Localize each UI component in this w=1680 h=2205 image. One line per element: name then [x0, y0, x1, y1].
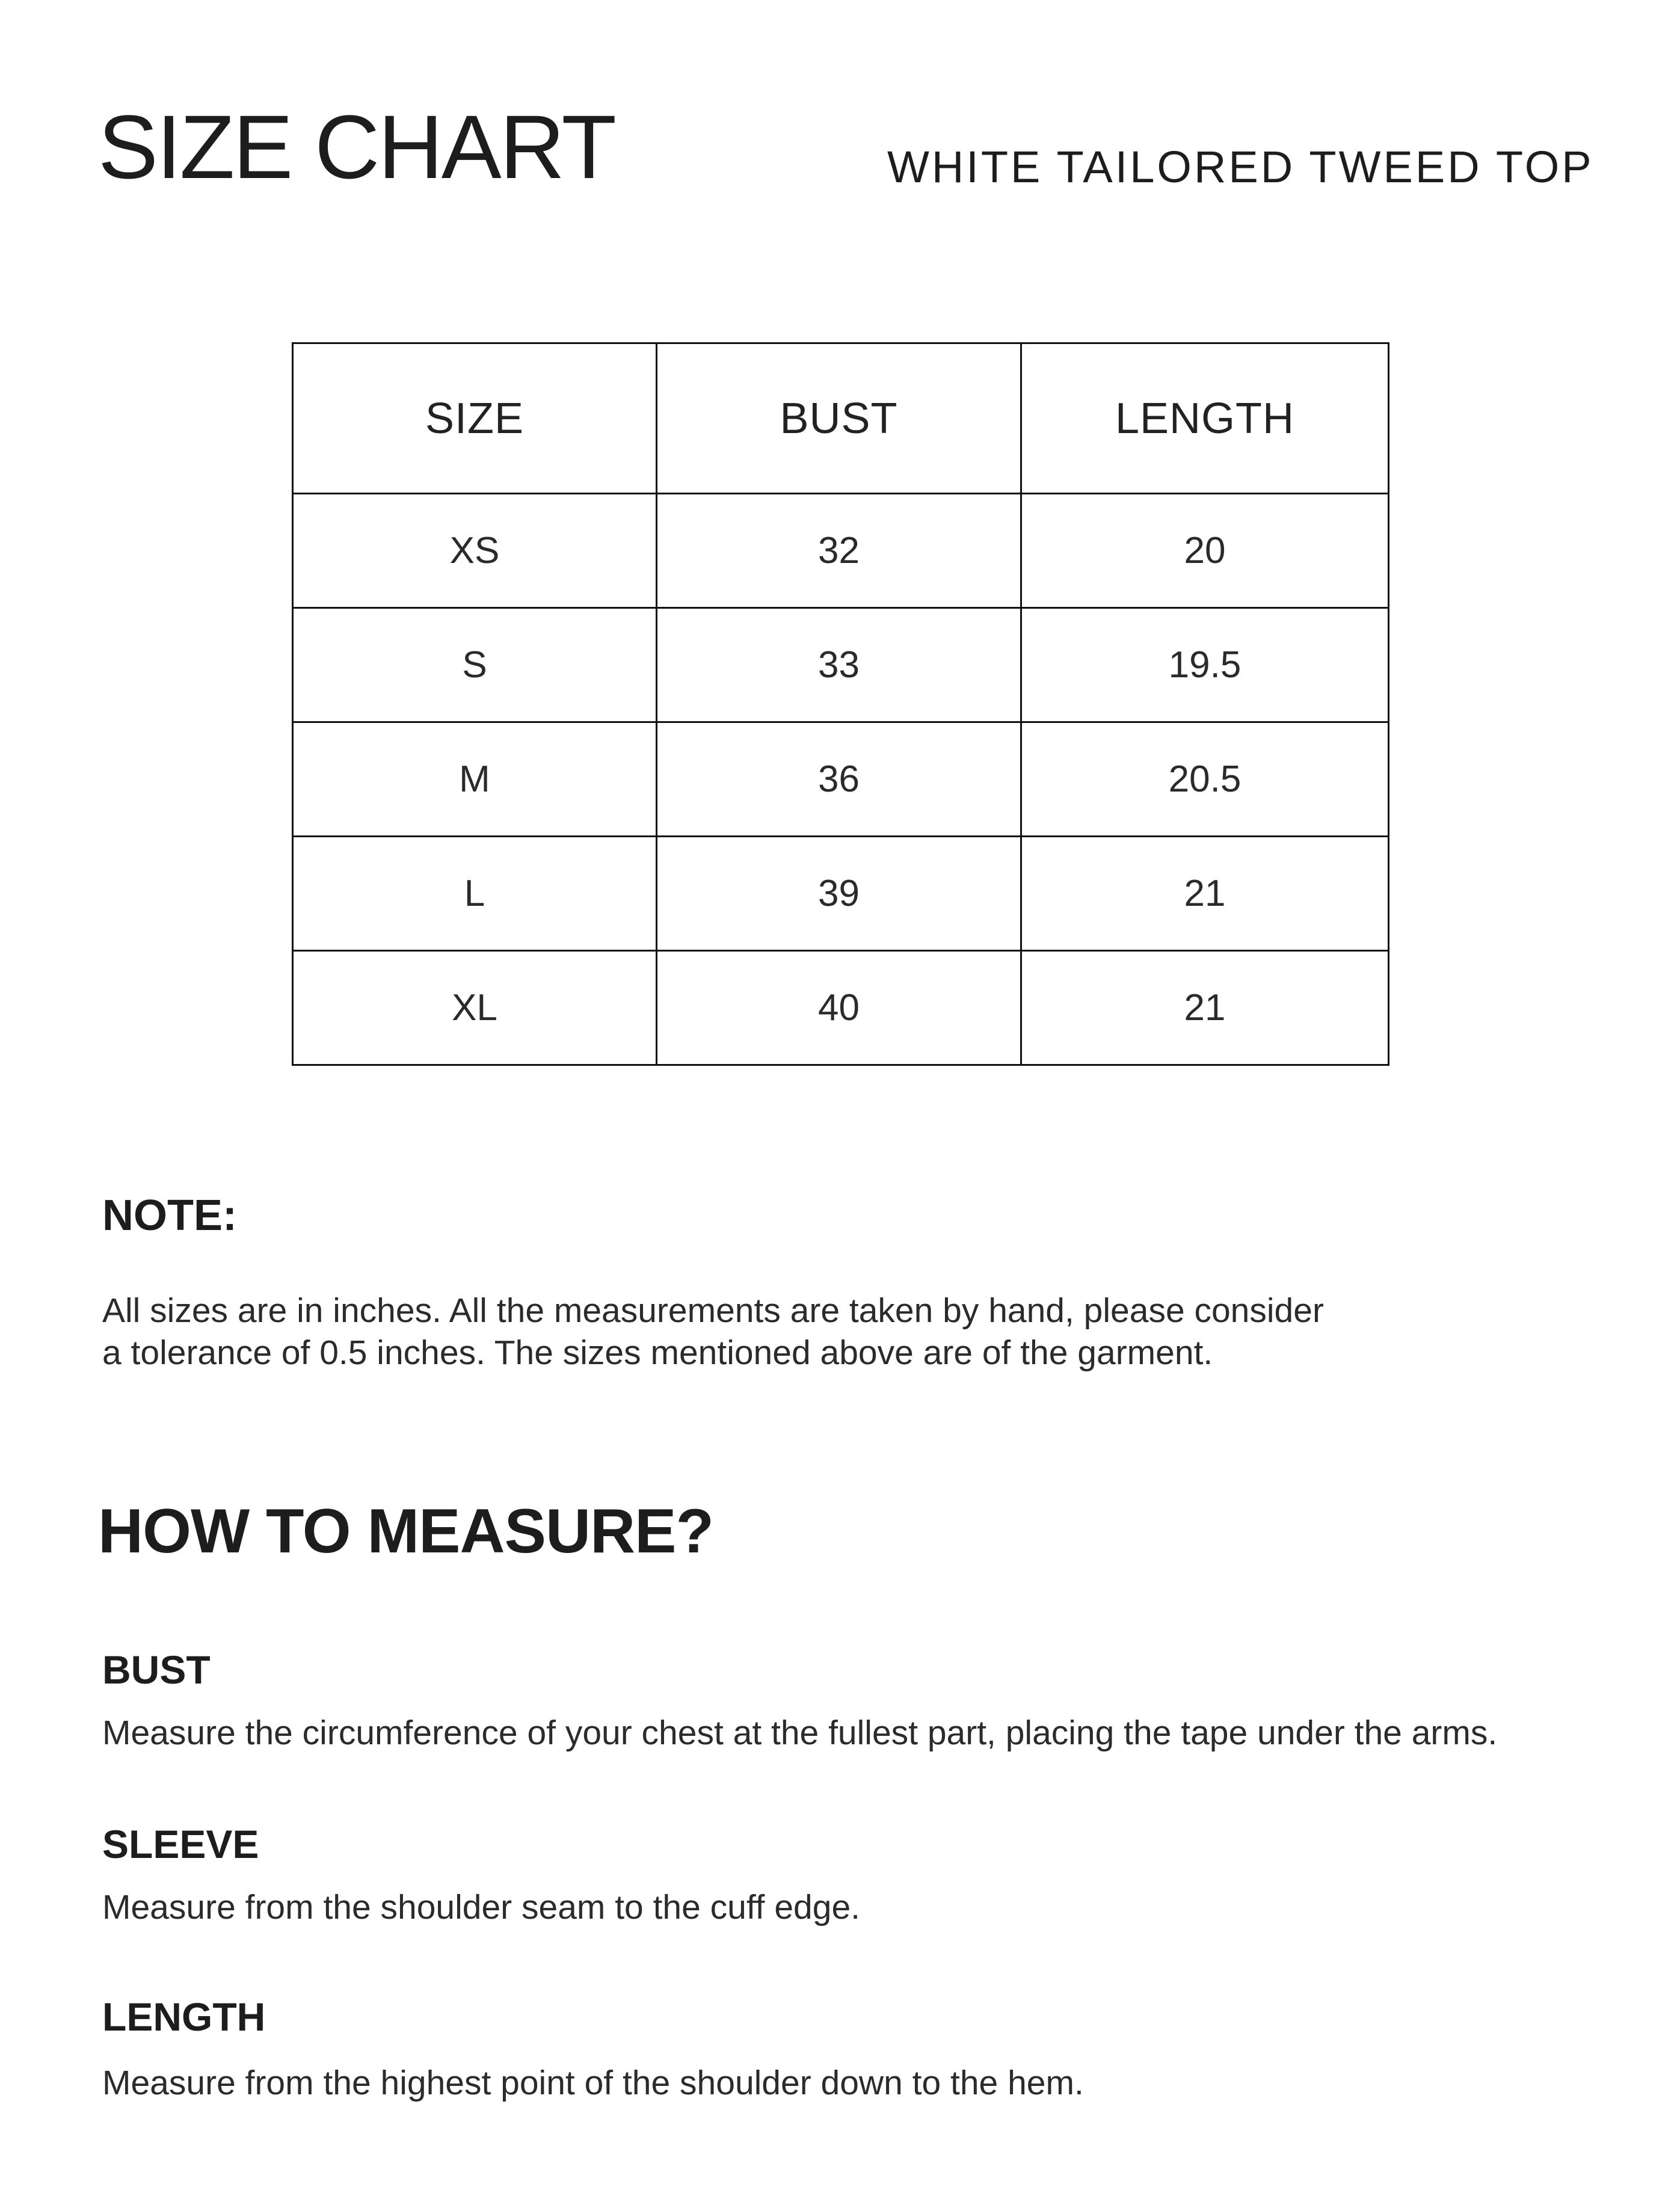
size-cell: L: [293, 837, 657, 951]
table-row: [293, 608, 1389, 722]
length-cell: 21: [1021, 837, 1389, 951]
bust-cell: 36: [657, 722, 1021, 837]
length-section-heading: LENGTH: [102, 1994, 266, 2039]
table-row: [293, 722, 1389, 837]
table-row: [293, 951, 1389, 1065]
length-cell: 21: [1021, 951, 1389, 1065]
bust-cell: 40: [657, 951, 1021, 1065]
table-row: [293, 494, 1389, 608]
length-cell: 20: [1021, 494, 1389, 608]
bust-cell: 33: [657, 608, 1021, 722]
size-cell: M: [293, 722, 657, 837]
column-header-size: SIZE: [293, 343, 657, 494]
note-line-2: a tolerance of 0.5 inches. The sizes mentioned above are of the garment.: [102, 1333, 1213, 1372]
length-cell: 19.5: [1021, 608, 1389, 722]
note-paragraph: [102, 1290, 1324, 1374]
bust-cell: 39: [657, 837, 1021, 951]
table-header-row: [293, 343, 1389, 494]
column-header-length: LENGTH: [1021, 343, 1389, 494]
page-title: SIZE CHART: [98, 96, 615, 197]
product-name: WHITE TAILORED TWEED TOP: [887, 142, 1594, 192]
sleeve-section-heading: SLEEVE: [102, 1822, 259, 1866]
size-chart-table: [292, 342, 1389, 1066]
size-cell: XS: [293, 494, 657, 608]
bust-cell: 32: [657, 494, 1021, 608]
bust-section-heading: BUST: [102, 1647, 211, 1692]
size-cell: XL: [293, 951, 657, 1065]
length-cell: 20.5: [1021, 722, 1389, 837]
bust-section-text: Measure the circumference of your chest at the fullest part, placing the tape under the arms.: [102, 1714, 1498, 1752]
length-section-text: Measure from the highest point of the shoulder down to the hem.: [102, 2064, 1084, 2102]
how-to-measure-heading: HOW TO MEASURE?: [98, 1496, 714, 1566]
note-line-1: All sizes are in inches. All the measurements are taken by hand, please consider: [102, 1291, 1324, 1330]
column-header-bust: BUST: [657, 343, 1021, 494]
size-cell: S: [293, 608, 657, 722]
note-heading: NOTE:: [102, 1192, 237, 1240]
sleeve-section-text: Measure from the shoulder seam to the cuff edge.: [102, 1888, 860, 1927]
table-row: [293, 837, 1389, 951]
